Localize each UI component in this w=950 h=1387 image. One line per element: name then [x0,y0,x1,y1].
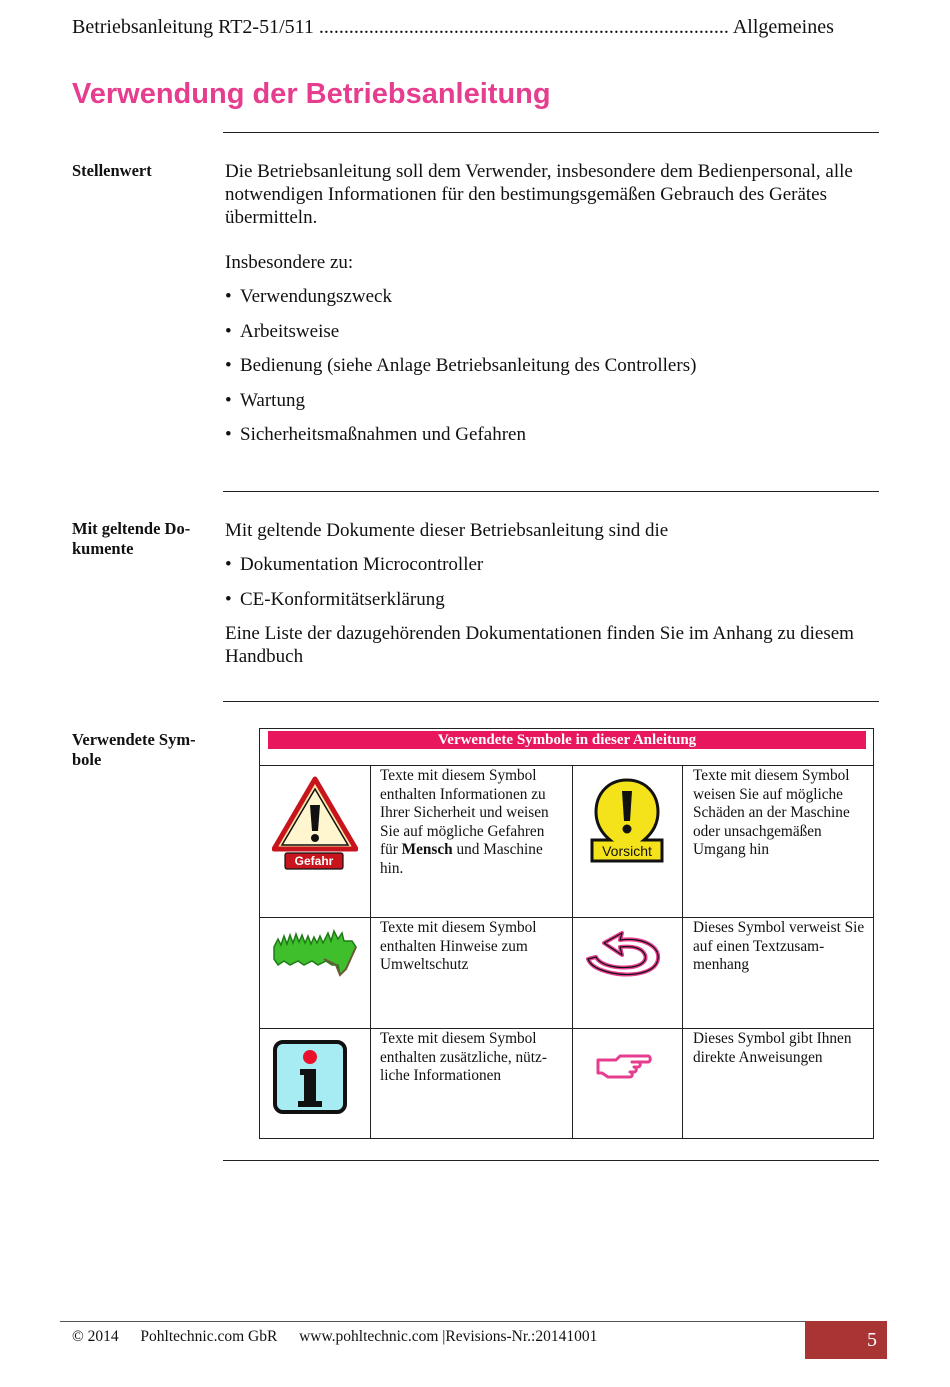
section-divider [223,132,879,133]
caution-warning-icon [584,777,670,867]
page-title: Verwendung der Betriebsanleitung [72,78,551,110]
environment-arrow-icon [272,929,358,979]
pointing-hand-icon [594,1051,654,1081]
section-body-stellenwert [225,160,880,458]
section-divider [223,701,879,702]
header-doc-title: Betriebsanleitung RT2-51/511 [72,16,314,38]
bullet-icon: • [225,554,232,575]
reference-return-arrow-icon [582,927,672,979]
symbol-table [259,728,874,1139]
running-header [72,14,877,40]
list-item: • Sicherheitsmaßnahmen und Gefahren [225,424,526,445]
section-divider [223,1160,879,1161]
reference-description: Dieses Symbol verweist Sie auf einen Textzusam-menhang [693,919,865,973]
list-item: • Dokumentation Microcontroller [225,554,484,575]
section-label-dokumente: Mit geltende Do- kumente [72,519,191,558]
section-label-symbole: Verwendete Sym- bole [72,730,196,769]
caution-sign-label: Vorsicht [602,843,652,859]
stellenwert-lead: Insbesondere zu: [225,252,354,273]
footer-website-revision: www.pohltechnic.com |Revisions-Nr.:20141001 [299,1328,598,1345]
list-item: • Verwendungszweck [225,286,392,307]
header-dot-leader: .................................................................................. [318,16,729,38]
bullet-icon: • [225,424,232,445]
stellenwert-list [225,285,880,446]
bullet-icon: • [225,355,232,376]
list-item: • CE-Konformitätserklärung [225,588,445,610]
list-item: • Bedienung (siehe Anlage Betriebsanleitung des Controllers) [225,355,697,376]
footer-copyright: © 2014 [72,1328,119,1345]
danger-warning-icon [272,775,358,871]
footer [72,1328,597,1346]
section-body-dokumente [225,519,880,668]
symbol-table-title: Verwendete Symbole in dieser Anleitung [268,731,866,749]
header-chapter: Allgemeines [732,16,834,38]
table-column-divider [572,765,573,1138]
page-number: 5 [805,1321,887,1359]
information-description: Texte mit diesem Symbol enthalten zusätzliche, nütz-liche Informationen [380,1030,547,1084]
bullet-icon: • [225,588,232,610]
stellenwert-intro: Die Betriebsanleitung soll dem Verwender, insbesondere dem Bedienpersonal, alle notwendigen Informationen für den bestimungsgemäßen Gebrauch des Gerätes übermitteln. [225,161,853,228]
danger-sign-label: Gefahr [294,854,334,868]
footer-divider [60,1321,805,1322]
bullet-icon: • [225,389,232,411]
dokumente-note: Eine Liste der dazugehörenden Dokumentationen finden Sie im Anhang zu diesem Handbuch [225,623,854,667]
caution-description: Texte mit diesem Symbol weisen Sie auf mögliche Schäden an der Maschine oder unsachgemäßen Umgang hin [693,767,850,858]
environment-description: Texte mit diesem Symbol enthalten Hinweise zum Umweltschutz [380,919,537,973]
bullet-icon: • [225,320,232,342]
footer-company: Pohltechnic.com GbR [140,1328,278,1345]
section-label-stellenwert: Stellenwert [72,161,152,180]
information-icon [272,1039,348,1115]
dokumente-intro: Mit geltende Dokumente dieser Betriebsanleitung sind die [225,520,669,541]
list-item: • Wartung [225,389,305,411]
bullet-icon: • [225,286,232,307]
danger-description: Texte mit diesem Symbol enthalten Informationen zu Ihrer Sicherheit und weisen Sie auf mögliche Gefahren für Mensch und Maschine hin. [380,767,549,877]
section-divider [223,491,879,492]
table-column-divider [682,765,683,1138]
dokumente-list [225,553,880,611]
list-item: • Arbeitsweise [225,320,340,342]
instruction-description: Dieses Symbol gibt Ihnen direkte Anweisungen [693,1030,852,1066]
table-column-divider [370,765,371,1138]
